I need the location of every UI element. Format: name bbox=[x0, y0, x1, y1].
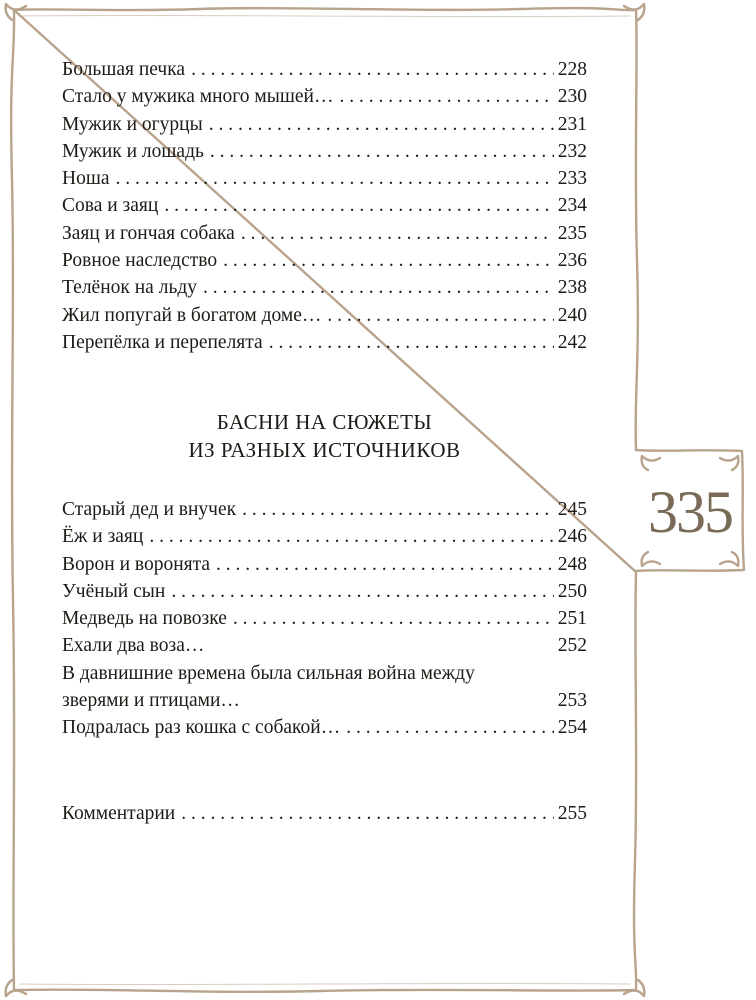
toc-entry-multiline-end[interactable] bbox=[62, 687, 587, 714]
toc-entry-title: Стало у мужика много мышей… bbox=[62, 86, 334, 108]
toc-entry-title: Ёж и заяц bbox=[62, 526, 144, 548]
toc-entry-title: Мужик и огурцы bbox=[62, 113, 203, 135]
toc-entry[interactable] bbox=[62, 714, 587, 741]
toc-entry[interactable] bbox=[62, 302, 587, 329]
toc-entry-title: Ехали два воза… bbox=[62, 635, 205, 657]
toc-entry-page: 250 bbox=[557, 580, 587, 602]
section-heading-line-1: БАСНИ НА СЮЖЕТЫ bbox=[216, 410, 433, 434]
toc-entry-page: 235 bbox=[557, 222, 587, 244]
toc-entry[interactable] bbox=[62, 165, 587, 192]
toc-section-2 bbox=[62, 496, 587, 742]
toc-section-1 bbox=[62, 56, 587, 356]
toc-entry[interactable] bbox=[62, 111, 587, 138]
toc-entry-title: Заяц и гончая собака bbox=[62, 222, 235, 244]
toc-entry-title: Мужик и лошадь bbox=[62, 140, 204, 162]
toc-entry[interactable] bbox=[62, 220, 587, 247]
toc-entry-page: 230 bbox=[557, 86, 587, 108]
toc-entry-title: Комментарии bbox=[62, 803, 176, 824]
toc-entry[interactable] bbox=[62, 496, 587, 523]
toc-entry-title-line-2: зверями и птицами… bbox=[62, 690, 240, 712]
toc-entry[interactable] bbox=[62, 83, 587, 110]
toc-entry-page: 253 bbox=[557, 690, 587, 712]
toc-entry-page: 228 bbox=[557, 59, 587, 80]
toc-entry-title: Большая печка bbox=[62, 59, 186, 80]
toc-entry[interactable] bbox=[62, 329, 587, 356]
toc-entry-title-line-1: В давнишние времена была сильная война между bbox=[62, 662, 475, 684]
toc-entry[interactable] bbox=[62, 56, 587, 83]
toc-entry[interactable] bbox=[62, 605, 587, 632]
toc-entry-page: 254 bbox=[557, 717, 587, 739]
toc-entry[interactable] bbox=[62, 551, 587, 578]
toc-entry-page: 251 bbox=[557, 608, 587, 630]
toc-entry-title: Ноша bbox=[62, 168, 110, 190]
toc-entry-page: 232 bbox=[557, 140, 587, 162]
toc-entry-title: Медведь на повозке bbox=[62, 608, 227, 630]
toc-entry[interactable] bbox=[62, 523, 587, 550]
toc-entry-title: Ровное наследство bbox=[62, 250, 218, 272]
toc-entry-page: 236 bbox=[557, 250, 587, 272]
toc-entry-title: Перепёлка и перепелята bbox=[62, 331, 263, 353]
toc-entry-title: Сова и заяц bbox=[62, 195, 159, 217]
toc-entry-page: 238 bbox=[557, 277, 587, 299]
toc-entry-page: 246 bbox=[557, 526, 587, 548]
toc-entry-page: 242 bbox=[557, 331, 587, 353]
toc-entry-page: 240 bbox=[557, 304, 587, 326]
toc-entry-page: 252 bbox=[557, 635, 587, 657]
toc-comments bbox=[62, 800, 587, 827]
toc-entry[interactable] bbox=[62, 274, 587, 301]
toc-entry[interactable] bbox=[62, 247, 587, 274]
toc-entry-title: Жил попугай в богатом доме… bbox=[62, 304, 322, 326]
toc-entry-page: 234 bbox=[557, 195, 587, 217]
toc-entry-page: 255 bbox=[557, 803, 587, 824]
toc-entry-title: Старый дед и внучек bbox=[62, 499, 237, 520]
toc-entry-title: Ворон и воронята bbox=[62, 553, 211, 575]
toc-entry-title: Телёнок на льду bbox=[62, 277, 198, 299]
toc-entry-page: 231 bbox=[557, 113, 587, 135]
toc-entry[interactable] bbox=[62, 578, 587, 605]
toc-entry-multiline[interactable] bbox=[62, 660, 587, 687]
toc-entry[interactable] bbox=[62, 800, 587, 827]
toc-entry-title: Учёный сын bbox=[62, 580, 166, 602]
toc-entry[interactable] bbox=[62, 192, 587, 219]
toc-entry-page: 245 bbox=[557, 499, 587, 520]
toc-entry[interactable] bbox=[62, 138, 587, 165]
section-heading-line-2: ИЗ РАЗНЫХ ИСТОЧНИКОВ bbox=[188, 438, 461, 462]
toc-entry[interactable] bbox=[62, 632, 587, 659]
toc-entry-page: 233 bbox=[557, 168, 587, 190]
toc-entry-title: Подралась раз кошка с собакой… bbox=[62, 717, 341, 739]
page-number: 335 bbox=[648, 479, 732, 545]
section-heading bbox=[62, 408, 587, 464]
toc-entry-page: 248 bbox=[557, 553, 587, 575]
